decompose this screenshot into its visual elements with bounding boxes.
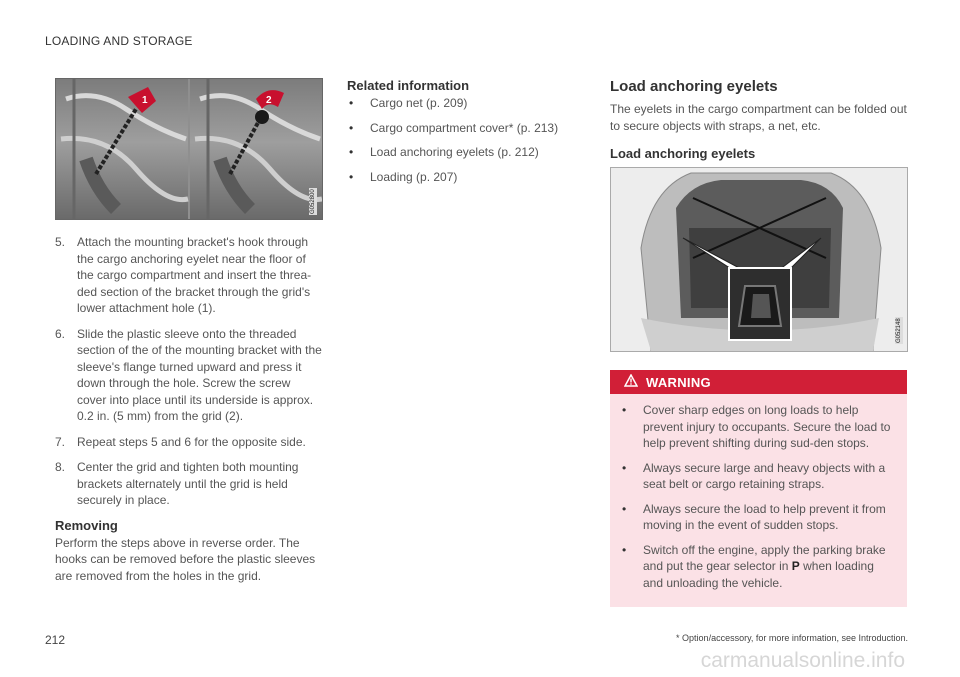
callout-2: 2 (266, 95, 272, 106)
step-7: 7. Repeat steps 5 and 6 for the opposite side. (55, 434, 306, 449)
footnote: * Option/accessory, for more information, see Introduction. (676, 633, 908, 643)
running-header: LOADING AND STORAGE (45, 34, 193, 48)
removing-heading: Removing (55, 517, 118, 533)
step-8: 8. Center the grid and tighten both mounting brackets alternately until the grid is held securely in place. (55, 460, 299, 507)
figure-illustration (56, 79, 322, 219)
section-intro: The eyelets in the cargo compartment can be folded out to secure objects with straps, a net, etc. (610, 102, 907, 133)
left-column (55, 78, 323, 584)
watermark: carmanualsonline.info (700, 649, 905, 672)
warning-item: • Always secure large and heavy objects with a seat belt or cargo retaining straps. (622, 460, 886, 491)
gear-selector-p: P (791, 559, 800, 573)
section-subheading: Load anchoring eyelets (610, 146, 756, 161)
step-5: 5. Attach the mounting bracket's hook through the cargo anchoring eyelet near the floor of the cargo compartment and insert the threa-ded section of the bracket through the grid's lower attachment hole (1). (55, 235, 312, 315)
middle-column (347, 78, 587, 193)
warning-item: • Cover sharp edges on long loads to help prevent injury to occupants. Secure the load to help prevent shifting during sud-den stops. (622, 403, 891, 450)
related-link[interactable]: • Loading (p. 207) (349, 169, 458, 184)
warning-item: • Always secure the load to help prevent it from moving in the event of sudden stops. (622, 501, 886, 532)
warning-box (610, 370, 907, 607)
mounting-bracket-figure (55, 78, 323, 220)
section-heading: Load anchoring eyelets (610, 78, 778, 95)
warning-item: • Switch off the engine, apply the parking brake and put the gear selector in P when loading and unloading the vehicle. (622, 542, 886, 590)
installation-steps (55, 234, 323, 509)
related-link[interactable]: • Cargo compartment cover* (p. 213) (349, 120, 559, 135)
removing-text: Perform the steps above in reverse order. The hooks can be removed before the plastic sleeves are removed from the holes in the grid. (55, 535, 316, 583)
warning-title: WARNING (646, 374, 711, 390)
page-number: 212 (45, 633, 66, 647)
callout-1: 1 (142, 95, 148, 106)
cargo-eyelet-photo (610, 167, 908, 352)
related-link[interactable]: • Load anchoring eyelets (p. 212) (349, 145, 539, 159)
photo-code: G052148 (896, 318, 902, 343)
related-link[interactable]: • Cargo net (p. 209) (349, 96, 468, 110)
related-heading: Related information (347, 78, 470, 93)
step-6: 6. Slide the plastic sleeve onto the threaded section of the of the mounting bracket with the sleeve's flange turned upward and press it down through the hole. Screw the screw cover into place until its underside is approx. 0.2 in. (5 mm) from the grid (2). (55, 326, 322, 423)
warning-list (610, 402, 907, 591)
warning-triangle-icon (624, 374, 638, 390)
right-column (610, 78, 907, 607)
related-list (347, 95, 587, 185)
cargo-photo-illustration (611, 168, 907, 351)
warning-header (610, 370, 907, 394)
figure-code: G052800 (310, 189, 316, 214)
